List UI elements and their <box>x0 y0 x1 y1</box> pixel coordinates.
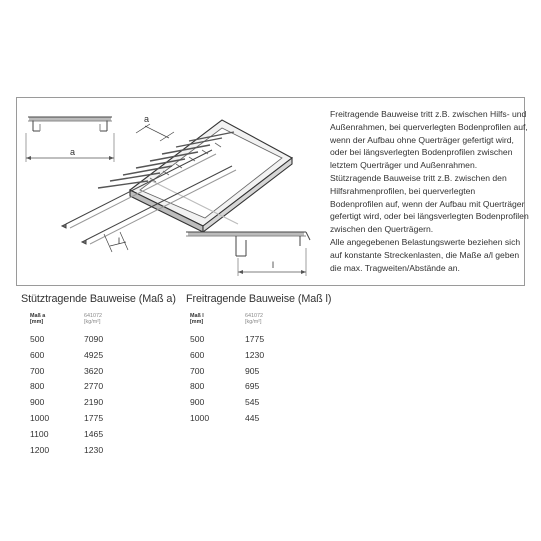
table-cell-dimension: 1100 <box>30 428 49 439</box>
description-paragraph-belastung: Alle angegebenen Belastungswerte beziehen sich auf konstante Streckenlasten, die Maße a/l geben die max. Tragweiten/Abstände an. <box>330 236 521 273</box>
column-header-mass-a: Maß a [mm] <box>30 313 46 325</box>
dimension-a-top <box>136 124 174 141</box>
table-cell-load: 695 <box>245 381 260 392</box>
table-cell-dimension: 600 <box>190 349 205 360</box>
table-cell-dimension: 800 <box>30 381 45 392</box>
table-cell-dimension: 500 <box>190 334 205 344</box>
label-a-top: a <box>144 114 150 124</box>
profile-detail-l <box>186 232 310 276</box>
table-title: Freitragende Bauweise (Maß l) <box>186 293 332 305</box>
table-cell-dimension: 800 <box>190 381 205 392</box>
table-cell-dimension: 600 <box>30 349 45 360</box>
label-l-right: l <box>272 260 274 270</box>
table-cell-load: 1230 <box>245 349 265 360</box>
table-cell-dimension: 1000 <box>190 413 210 423</box>
table-cell-load: 2770 <box>84 381 104 392</box>
table-cell-dimension: 500 <box>30 334 45 344</box>
table-cell-load: 1465 <box>84 428 104 439</box>
table-cell-dimension: 1200 <box>30 444 50 455</box>
table-freitragend <box>186 293 331 305</box>
description-paragraph-freitragend: Freitragende Bauweise tritt z.B. zwischen Hilfs- und Außenrahmen, bei querverlegten Bodenprofilen auf, wenn der Aufbau ohne Querträger gefertigt wird, oder bei längsverlegten Bodenprofilen zwischen letztem Querträger und Außenrahmen. <box>330 109 528 171</box>
table-cell-load: 1230 <box>84 444 104 455</box>
column-header-641072: 641072 [kg/m²] <box>245 313 263 325</box>
table-cell-load: 4925 <box>84 349 104 360</box>
table-stuetztragend <box>21 293 176 305</box>
column-header-mass-l: Maß l [mm] <box>190 313 204 325</box>
table-cell-load: 1775 <box>84 413 104 423</box>
table-cell-dimension: 700 <box>190 365 205 376</box>
table-cell-dimension: 1000 <box>30 413 50 423</box>
column-header-641072: 641072 [kg/m²] <box>84 313 102 325</box>
table-cell-dimension: 700 <box>30 365 45 376</box>
description-text <box>330 108 530 274</box>
table-cell-dimension: 900 <box>30 397 45 408</box>
table-cell-load: 445 <box>245 413 260 423</box>
table-cell-load: 3620 <box>84 365 104 376</box>
table-cell-load: 1775 <box>245 334 265 344</box>
table-cell-load: 7090 <box>84 334 104 344</box>
table-cell-dimension: 900 <box>190 397 205 408</box>
label-a-left: a <box>70 147 76 157</box>
table-cell-load: 2190 <box>84 397 104 408</box>
label-l-small: l <box>118 236 120 246</box>
table-cell-load: 545 <box>245 397 260 408</box>
table-cell-load: 905 <box>245 365 260 376</box>
table-title: Stütztragende Bauweise (Maß a) <box>21 293 176 305</box>
description-paragraph-stuetztragend: Stützragende Bauweise tritt z.B. zwischen den Hilfsrahmenprofilen, bei querverlegten Bodenprofilen auf, wenn der Aufbau mit Querträger gefertigt wird, oder bei längsverlegten Bodenprofilen zwischen den Querträgern. <box>330 172 529 235</box>
